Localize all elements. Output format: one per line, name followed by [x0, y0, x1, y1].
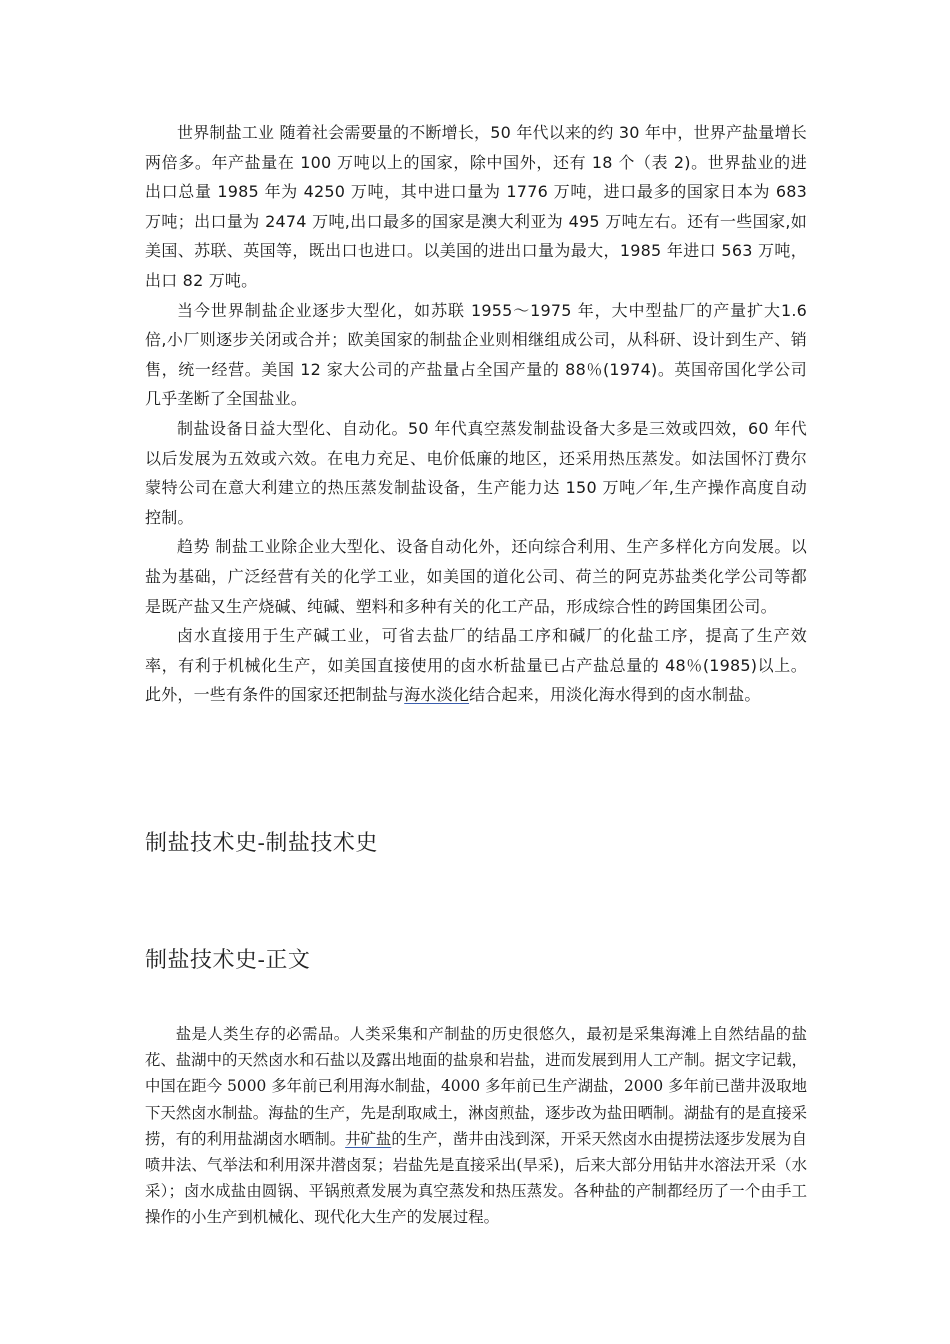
section-main-text — [145, 1021, 807, 1231]
paragraph-salt-history — [145, 1021, 807, 1231]
paragraph-trend: 趋势 制盐工业除企业大型化、设备自动化外，还向综合利用、生产多样化方向发展。以盐为基础，广泛经营有关的化学工业，如美国的道化公司、荷兰的阿克苏盐类化学公司等都是既产盐又生产烧碱、纯碱、塑料和多种有关的化工产品，形成综合性的跨国集团公司。 — [145, 537, 807, 616]
paragraph-equipment-automation: 制盐设备日益大型化、自动化。50 年代真空蒸发制盐设备大多是三效或四效，60 年代以后发展为五效或六效。在电力充足、电价低廉的地区，还采用热压蒸发。如法国怀汀费尔蒙特公司在意大利建立的热压蒸发制盐设备，生产能力达 150 万吨／年,生产操作高度自动控制。 — [145, 418, 807, 527]
paragraph-world-salt-industry: 世界制盐工业 随着社会需要量的不断增长，50 年代以来的约 30 年中，世界产盐量增长两倍多。年产盐量在 100 万吨以上的国家，除中国外，还有 18 个（表 2)。世界盐业的进出口总量 1985 年为 4250 万吨，其中进口量为 1776 万吨，进口最多的国家日本为 683 万吨；出口量为 2474 万吨,出口最多的国家是澳大利亚为 495 万吨左右。还有一些国家,如美国、苏联、英国等，既出口也进口。以美国的进出口量为最大，1985 年进口 563 万吨，出口 82 万吨。 — [145, 123, 807, 290]
link-seawater-desalination[interactable]: 海水淡化 — [404, 685, 470, 705]
paragraph-brine-text-b: 结合起来，用淡化海水得到的卤水制盐。 — [469, 685, 761, 705]
heading-salt-tech-main-text: 制盐技术史-正文 — [145, 948, 311, 973]
section-world-salt-industry — [145, 118, 807, 710]
paragraph-brine-text-a: 卤水直接用于生产碱工业，可省去盐厂的结晶工序和碱厂的化盐工序，提高了生产效率，有利于机械化生产，如美国直接使用的卤水析盐量已占产盐总量的 48％(1985)以上。此外，一些有条件的国家还把制盐与 — [145, 626, 807, 705]
paragraph-brine-alkali — [145, 621, 807, 710]
paragraph-history-text-b: 的生产，凿井由浅到深，开采天然卤水由提捞法逐步发展为自喷井法、气举法和利用深井潜卤泵；岩盐先是直接采出(旱采)，后来大部分用钻井水溶法开采（水采）；卤水成盐由圆锅、平锅煎煮发展为真空蒸发和热压蒸发。各种盐的产制都经历了一个由手工操作的小生产到机械化、现代化大生产的发展过程。 — [145, 1129, 807, 1227]
paragraph-enterprise-scale: 当今世界制盐企业逐步大型化，如苏联 1955～1975 年，大中型盐厂的产量扩大1.6 倍,小厂则逐步关闭或合并；欧美国家的制盐企业则相继组成公司，从科研、设计到生产、销售，统一经营。美国 12 家大公司的产盐量占全国产量的 88％(1974)。英国帝国化学公司几乎垄断了全国盐业。 — [145, 300, 807, 409]
paragraph-history-text-a: 盐是人类生存的必需品。人类采集和产制盐的历史很悠久，最初是采集海滩上自然结晶的盐花、盐湖中的天然卤水和石盐以及露出地面的盐泉和岩盐，进而发展到用人工产制。据文字记载，中国在距今 5000 多年前已利用海水制盐，4000 多年前已生产湖盐，2000 多年前已凿井汲取地下天然卤水制盐。海盐的生产，先是刮取咸土，淋卤煎盐，逐步改为盐田晒制。湖盐有的是直接采捞，有的利用盐湖卤水晒制。 — [145, 1025, 807, 1148]
link-well-mine-salt[interactable]: 井矿盐 — [345, 1129, 392, 1148]
heading-salt-tech-history: 制盐技术史-制盐技术史 — [145, 831, 378, 856]
